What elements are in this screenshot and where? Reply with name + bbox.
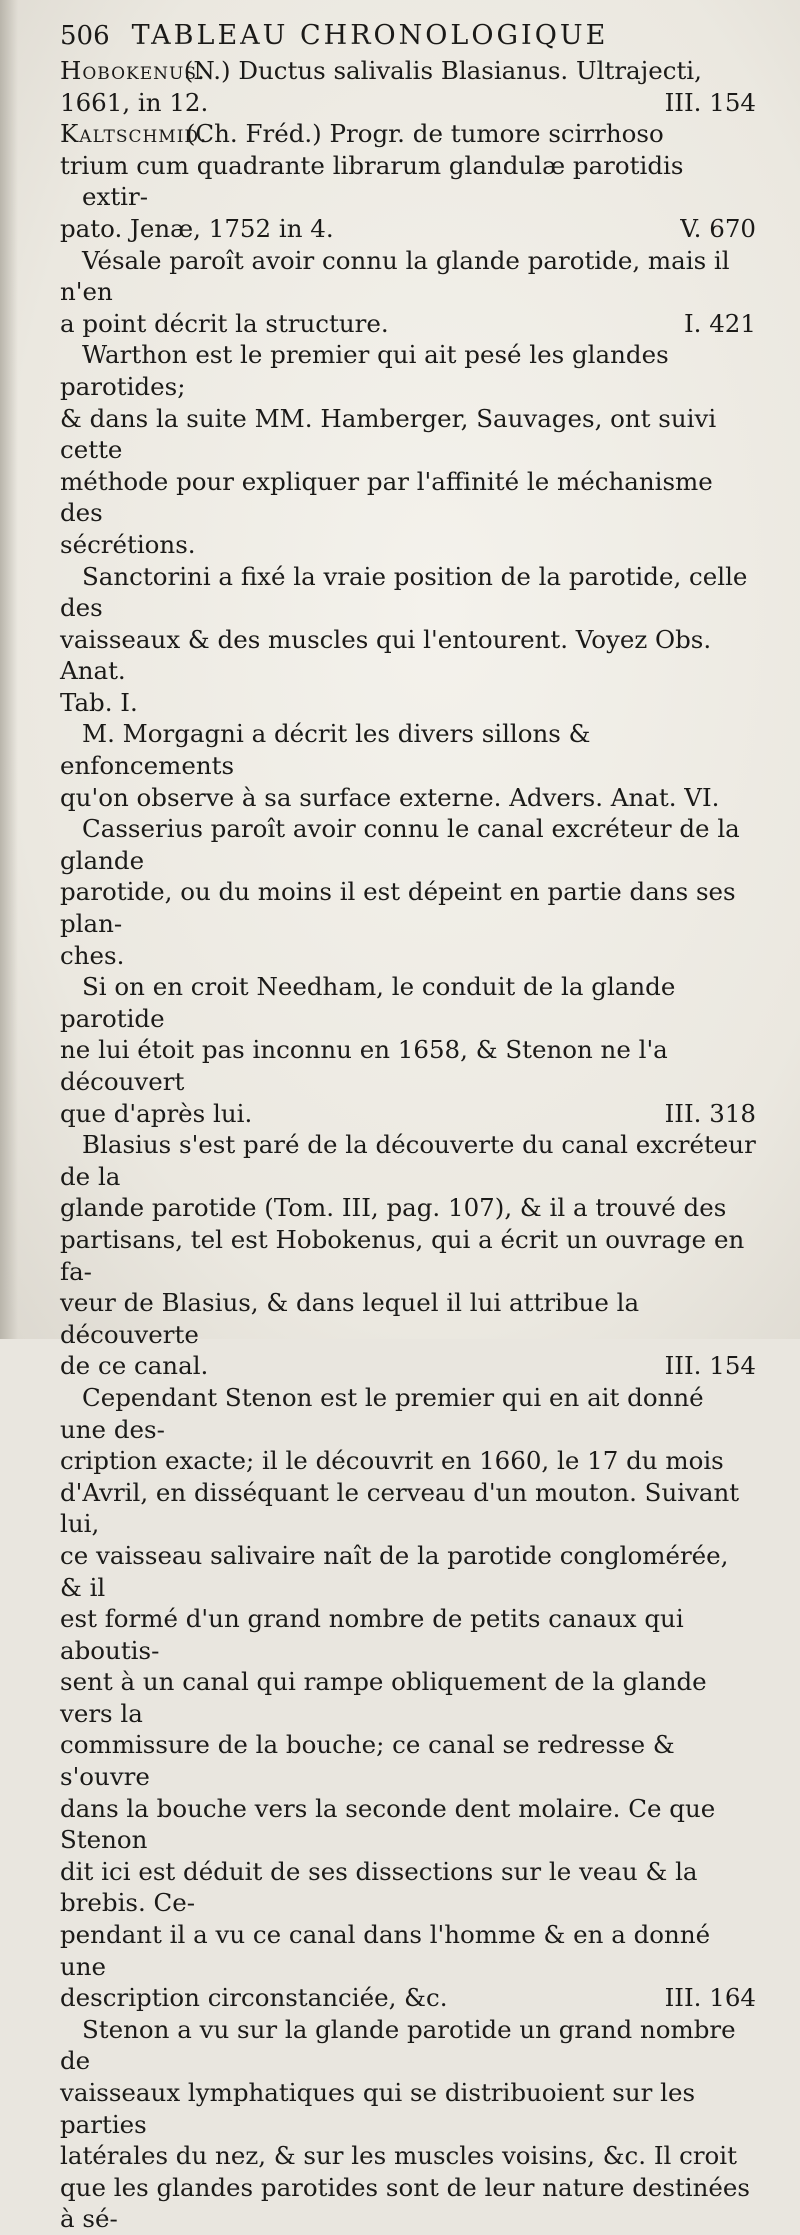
entry-line: Casserius paroît avoir connu le canal excréteur de la glande <box>60 814 740 875</box>
entry-line: description circonstanciée, &c. <box>60 1983 448 2013</box>
volume-reference: III. 318 <box>664 1098 756 1128</box>
entry-line: sécrétions. <box>60 529 196 559</box>
entry-line: commissure de la bouche; ce canal se redresse & s'ouvre <box>60 1730 675 1792</box>
entry-line: Si on en croit Needham, le conduit de la glande parotide <box>60 972 676 1033</box>
paragraph-stenon-lymphatics <box>60 2014 756 2235</box>
entry-line: Warthon est le premier qui ait pesé les glandes parotides; <box>60 340 669 401</box>
author-name: Hobokenus. <box>60 56 206 85</box>
entry-line: Sanctorini a fixé la vraie position de la parotide, celle des <box>60 561 748 623</box>
paragraph-morgagni <box>60 718 756 813</box>
entry-line: que d'après lui. <box>60 1098 253 1128</box>
entry-line: partisans, tel est Hobokenus, qui a écrit un ouvrage en fa- <box>60 1224 745 1286</box>
entry-line: méthode pour expliquer par l'affinité le méchanisme des <box>60 466 713 528</box>
page-edge-shadow <box>0 0 18 1339</box>
author-name: Kaltschmid. <box>60 119 208 149</box>
paragraph-vesale <box>60 245 756 340</box>
entry-line: (Ch. Fréd.) Progr. de tumore scirrhoso <box>185 119 664 149</box>
entry-line: est formé d'un grand nombre de petits canaux qui aboutis- <box>60 1604 684 1665</box>
entry-line: ce vaisseau salivaire naît de la parotide conglomérée, & il <box>60 1540 729 1602</box>
volume-reference: V. 670 <box>680 213 756 243</box>
entry-line: glande parotide (Tom. III, pag. 107), & il a trouvé des <box>60 1193 727 1223</box>
running-header <box>60 20 756 51</box>
entry-line: dans la bouche vers la seconde dent molaire. Ce que Stenon <box>60 1793 716 1855</box>
entry-line: parotide, ou du moins il est dépeint en partie dans ses plan- <box>60 877 736 939</box>
entry-line: Stenon a vu sur la glande parotide un grand nombre de <box>60 2014 736 2076</box>
entry-line: pendant il a vu ce canal dans l'homme & en a donné une <box>60 1920 711 1981</box>
paragraph-sanctorini <box>60 561 756 719</box>
entry-line: vaisseaux & des muscles qui l'entourent. Voyez Obs. Anat. <box>60 624 712 686</box>
paragraph-warthon <box>60 339 756 560</box>
entry-line: latérales du nez, & sur les muscles voisins, &c. Il croit <box>60 2141 737 2171</box>
volume-reference: III. 164 <box>664 1983 756 2013</box>
volume-reference: III. 154 <box>664 87 756 117</box>
entry-line: trium cum quadrante librarum glandulæ parotidis extir- <box>60 150 684 212</box>
entry-line: 1661, in 12. <box>60 87 209 117</box>
page-title: TABLEAU CHRONOLOGIQUE <box>131 20 609 51</box>
paragraph-needham <box>60 971 756 1129</box>
volume-reference: I. 421 <box>683 308 756 338</box>
entry-line: M. Morgagni a décrit les divers sillons & enfoncements <box>60 719 591 781</box>
page-number: 506 <box>60 21 110 51</box>
entry-line: Blasius s'est paré de la découverte du canal excréteur de la <box>60 1130 756 1191</box>
entry-line: Tab. I. <box>60 687 138 717</box>
entry-line: d'Avril, en disséquant le cerveau d'un mouton. Suivant lui, <box>60 1477 740 1539</box>
entry-line: ne lui étoit pas inconnu en 1658, & Stenon ne l'a découvert <box>60 1035 668 1096</box>
volume-reference: III. 154 <box>664 1351 756 1381</box>
entry-line: cription exacte; il le découvrit en 1660, le 17 du mois <box>60 1446 724 1476</box>
entry-line: ches. <box>60 940 125 970</box>
entry-line: & dans la suite MM. Hamberger, Sauvages, ont suivi cette <box>60 403 717 465</box>
paragraph-stenon-description <box>60 1382 756 2014</box>
entry-line: sent à un canal qui rampe obliquement de la glande vers la <box>60 1667 707 1728</box>
entry-line: dit ici est déduit de ses dissections sur le veau & la brebis. Ce- <box>60 1856 698 1918</box>
entry-line: vaisseaux lymphatiques qui se distribuoient sur les parties <box>60 2078 696 2139</box>
entry-line: que les glandes parotides sont de leur nature destinées à sé- <box>60 2172 750 2234</box>
entry-hobokenus <box>60 55 756 118</box>
entry-line: Vésale paroît avoir connu la glande parotide, mais il n'en <box>60 245 730 307</box>
paragraph-casserius <box>60 813 756 971</box>
entry-line: de ce canal. <box>60 1351 209 1381</box>
entry-line: (N.) Ductus salivalis Blasianus. Ultrajecti, <box>183 56 702 85</box>
paragraph-blasius <box>60 1129 756 1382</box>
entry-line: Cependant Stenon est le premier qui en ait donné une des- <box>60 1382 704 1444</box>
entry-line: veur de Blasius, & dans lequel il lui attribue la découverte <box>60 1288 640 1349</box>
entry-line: qu'on observe à sa surface externe. Advers. Anat. VI. <box>60 782 720 812</box>
entry-line: pato. Jenæ, 1752 in 4. <box>60 213 334 243</box>
entry-kaltschmid <box>60 118 756 244</box>
entry-line: a point décrit la structure. <box>60 308 389 338</box>
